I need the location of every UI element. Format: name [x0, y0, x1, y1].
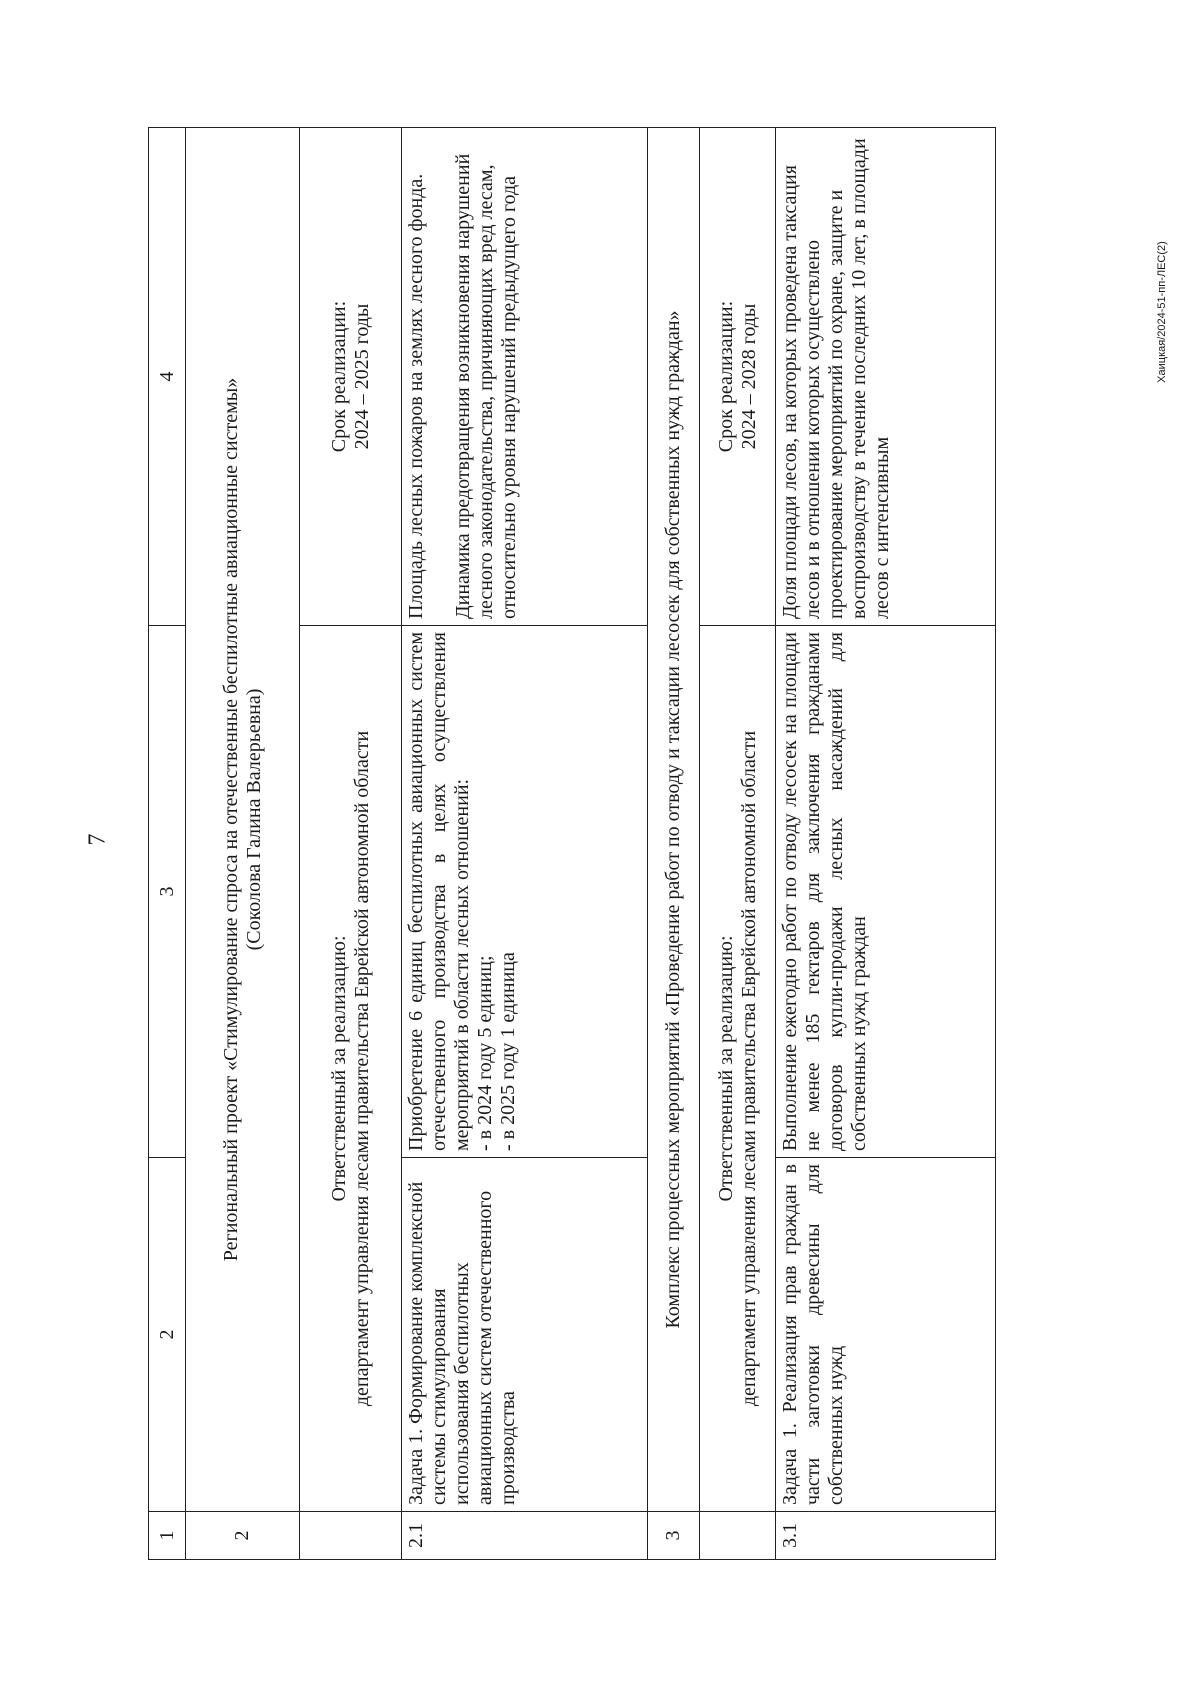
program-table — [148, 127, 996, 1560]
table-row-2-1 — [402, 128, 648, 1560]
section-2-title — [186, 128, 300, 1512]
section-3-title: Комплекс процессных мероприятий «Проведение работ по отводу и таксации лесосек для собственных нужд граждан» — [648, 128, 700, 1512]
indicator-fire-area: Площадь лесных пожаров на землях лесного фонда. — [405, 173, 427, 619]
document-code: Хаицкая/2024-51-пп-ЛЕС(2) — [1156, 241, 1168, 383]
table-container — [148, 128, 996, 1560]
rotated-landscape-table — [148, 128, 996, 1560]
responsible-label: Ответственный за реализацию: — [327, 935, 350, 1202]
event-item-2025: - в 2025 году 1 единица — [497, 952, 519, 1151]
section-2-curator: (Соколова Галина Валерьевна) — [242, 688, 265, 951]
section-3-number: 3 — [648, 1512, 700, 1560]
responsible-label: Ответственный за реализацию: — [714, 935, 737, 1202]
spacer — [428, 134, 452, 619]
row-3-1-number: 3.1 — [776, 1512, 996, 1560]
header-col-3: 3 — [149, 626, 186, 1158]
row-2-1-indicators — [402, 128, 648, 626]
section-3-title-row — [648, 128, 700, 1560]
term-label: Срок реализации: — [327, 300, 350, 453]
responsible-value: департамент управления лесами правительства Еврейской автономной области — [737, 730, 760, 1407]
responsible-value: департамент управления лесами правительства Еврейской автономной области — [350, 730, 373, 1407]
row-3-1-task: Задача 1. Реализация прав граждан в части заготовки древесины для собственных нужд — [776, 1158, 996, 1512]
header-col-2: 2 — [149, 1158, 186, 1512]
empty-cell — [300, 1512, 402, 1560]
indicator-violations: Динамика предотвращения возникновения нарушений лесного законодательства, причиняющих вред лесам, относительно уровня нарушений предыдущего года — [452, 153, 520, 619]
event-item-2024: - в 2024 году 5 единиц; — [474, 955, 496, 1151]
section-2-responsible-row — [300, 128, 402, 1560]
page-number: 7 — [84, 833, 111, 846]
row-2-1-task: Задача 1. Формирование комплексной системы стимулирования использования беспилотных авиационных систем отечественного производства — [402, 1158, 648, 1512]
row-3-1-event: Выполнение ежегодно работ по отводу лесосек на площади не менее 185 гектаров для заключения гражданами договоров купли-продажи лесных насаждений для собственных нужд граждан — [776, 626, 996, 1158]
section-2-responsible — [300, 626, 402, 1512]
term-value: 2024 – 2025 годы — [350, 303, 373, 450]
section-2-title-line: Региональный проект «Стимулирование спроса на отечественные беспилотные авиационные системы» — [219, 377, 242, 1262]
section-3-responsible — [700, 626, 776, 1512]
header-col-1: 1 — [149, 1512, 186, 1560]
section-2-term — [300, 128, 402, 626]
row-3-1-indicator: Доля площади лесов, на которых проведена таксация лесов и в отношении которых осуществлено проектирование мероприятий по охране, защите и воспроизводству в течение последних 10 лет, в площади лесов с интенсивным — [776, 128, 996, 626]
header-row — [149, 128, 186, 1560]
section-2-title-row — [186, 128, 300, 1560]
row-2-1-event — [402, 626, 648, 1158]
header-col-4: 4 — [149, 128, 186, 626]
event-main: Приобретение 6 единиц беспилотных авиационных систем отечественного производства в целях осуществления мероприятий в области лесных отношений: — [405, 632, 473, 1151]
term-label: Срок реализации: — [714, 300, 737, 453]
section-3-responsible-row — [700, 128, 776, 1560]
term-value: 2024 – 2028 годы — [737, 303, 760, 450]
section-3-term — [700, 128, 776, 626]
row-2-1-number: 2.1 — [402, 1512, 648, 1560]
section-2-number: 2 — [186, 1512, 300, 1560]
table-row-3-1 — [776, 128, 996, 1560]
empty-cell — [700, 1512, 776, 1560]
